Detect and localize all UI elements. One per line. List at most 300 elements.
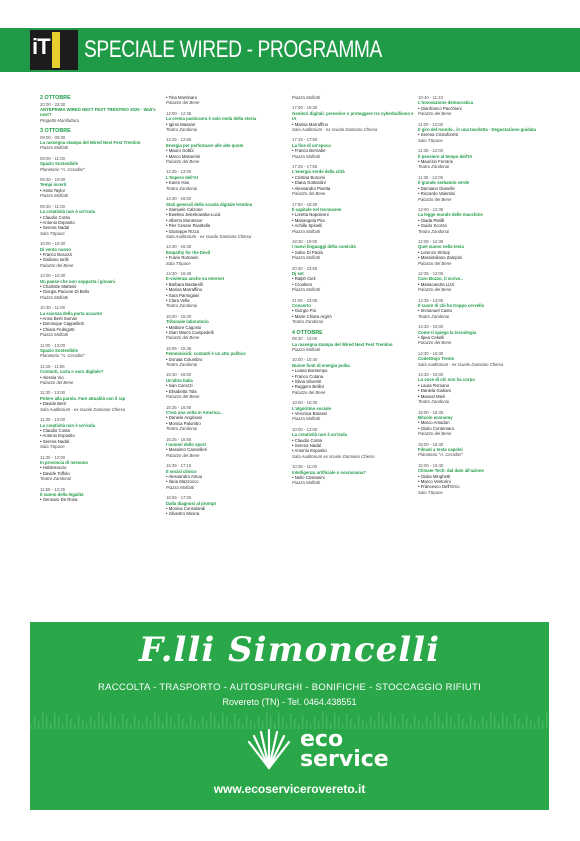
event-place: Palazzo del Bene <box>292 389 326 395</box>
event-speaker: • Karen Hao <box>166 180 190 186</box>
speaker-name: Samuele Calzone <box>168 206 203 212</box>
speaker-name: Giorgia Pacione Di Bello <box>42 289 90 295</box>
speaker-name: Diana Gottardini <box>294 180 326 186</box>
event-title: Spazio Sostenibile <box>40 348 78 354</box>
event-title: Il pensiero al tempo dell'IA <box>418 153 473 159</box>
speaker-name: Holdenaccio <box>42 465 67 471</box>
event-time: 09:00 - 11:00 <box>40 155 66 161</box>
event-speaker: • Laura Romano <box>418 382 450 388</box>
speaker-name: Mauro Gobbi <box>168 148 194 154</box>
event-place: Palazzo del Bene <box>40 380 74 386</box>
speaker-name: Claudio Conta <box>42 214 70 220</box>
event-place: Piazza Malfatti <box>40 193 68 199</box>
event-speaker: • Astra Taylor <box>40 187 66 193</box>
event-speaker: • Antonio Esposito <box>40 219 75 225</box>
event-speaker: • Mariacandra Lizzi <box>418 281 455 287</box>
event-speaker: • Manuel Mieli <box>418 393 445 399</box>
speaker-name: Antonio Esposito <box>294 448 327 454</box>
event-time: 14:30 - 16:30 <box>418 350 444 356</box>
event-speaker: • Giorgio Poi <box>292 308 316 314</box>
event-place: Teatro Zandonai <box>166 426 198 432</box>
event-time: 15:00 - 15:30 <box>418 441 444 447</box>
speaker-name: Massimiliano Zampini <box>420 255 463 261</box>
event-time: 11:30 - 12:00 <box>418 148 444 154</box>
event-time: 12:35 - 13:05 <box>418 297 444 303</box>
program-event <box>418 324 540 346</box>
speaker-name: Daniela Giuliani <box>420 388 451 394</box>
program-event <box>166 314 288 341</box>
event-place: Palazzo del Bene <box>166 159 200 165</box>
speaker-name: Donata Columbro <box>168 356 203 362</box>
event-place: Palazzo del Bene <box>166 100 200 106</box>
program-event <box>418 95 540 117</box>
event-title: L'Impero dell'AI <box>166 174 198 180</box>
event-time: 12:25 - 12:55 <box>166 137 192 143</box>
event-title: Contanti, carta o euro digitale? <box>40 369 104 375</box>
event-place: Piazza Malfatti <box>292 346 320 352</box>
speaker-name: Riccardo Valentini <box>420 191 456 197</box>
event-place: Planetario "A. Ceradini" <box>418 452 463 458</box>
event-speaker: • Iginio Massari <box>166 121 196 127</box>
event-speaker: • Monica Palumbo <box>166 420 201 426</box>
event-time: 11:55 - 12:25 <box>40 486 66 492</box>
program-event <box>40 102 162 124</box>
event-title: L'energia verde della città <box>292 169 345 175</box>
speaker-name: Giulio Contemaro <box>420 425 455 431</box>
speaker-name: Claudio Conta <box>42 427 70 433</box>
event-speaker: • Loretta Napoleoni <box>292 212 329 218</box>
event-speaker: • Sara Parmigiani <box>166 292 200 298</box>
program-event <box>292 298 414 325</box>
speaker-name: Laura Romano <box>420 382 450 388</box>
speaker-name: Daniele Angrisani <box>168 415 203 421</box>
event-time: 12:00 - 12:35 <box>418 206 444 212</box>
speaker-name: Giuseppe Rizza <box>168 228 200 234</box>
event-speaker: • Alberto Montresor <box>166 217 203 223</box>
event-time: 15:00 - 15:30 <box>166 313 192 319</box>
program-event <box>40 305 162 337</box>
event-speaker: • Chiara Fedrigotti <box>40 326 75 332</box>
speaker-name: Maurizio Ferraris <box>420 159 453 165</box>
program-event <box>418 410 540 437</box>
event-title: Tempi incerti <box>40 182 67 188</box>
speaker-name: Charlotte Matteini <box>42 283 77 289</box>
program-event <box>292 400 414 422</box>
program-event <box>40 417 162 449</box>
event-speaker: • Silvia Silvestri <box>292 378 322 384</box>
speaker-name: Marco Venturini <box>420 478 451 484</box>
event-place: Planetario "A. Ceradini" <box>40 353 85 359</box>
event-title: La crema pasticcera è solo metà della storia <box>166 116 257 122</box>
program-event <box>418 271 540 293</box>
speaker-name: Antonio Esposito <box>42 433 75 439</box>
program-event <box>40 204 162 236</box>
event-title: La rassegna stampa del Wired Next Fest Trentino <box>292 341 393 347</box>
event-place: Teatro Zandonai <box>166 127 198 133</box>
program-event <box>292 95 414 100</box>
event-title: Il social clinico <box>166 468 197 474</box>
event-speaker: • Silvestro Micera <box>166 511 200 517</box>
program-event <box>166 244 288 266</box>
event-speaker: • Giorgia Pacione Di Bello <box>40 289 90 295</box>
speaker-name: Achille Spinelli <box>294 223 323 229</box>
event-time: 17:00 - 18:30 <box>292 105 318 111</box>
event-place: Piazza Malfatti <box>166 484 194 490</box>
program-event <box>418 351 540 367</box>
event-title: Potere alla parola. Fare attualità con il rap <box>40 395 126 401</box>
event-speaker: • Giuseppe Rizza <box>166 228 200 234</box>
speaker-name: Salvo Di Paola <box>294 249 323 255</box>
event-speaker: • Antonio Esposito <box>40 433 75 439</box>
speaker-name: Monica Consolandi <box>168 506 206 511</box>
event-time: 11:30 - 13:00 <box>40 390 66 396</box>
event-time: 15:35 - 16:05 <box>166 404 192 410</box>
speaker-name: Elisabetta Tola <box>168 388 197 394</box>
day-heading: 4 OTTOBRE <box>292 329 323 336</box>
program-event <box>292 464 414 486</box>
speaker-name: Massimo Cancellieri <box>168 447 208 453</box>
event-time: 11:30 - 13:00 <box>40 417 66 423</box>
event-title: La creatività non è un'isola <box>40 422 95 428</box>
speaker-name: Clara Vella <box>168 298 190 303</box>
speaker-name: Cristina Bonomi <box>294 174 326 180</box>
program-event <box>166 95 288 106</box>
event-place: Piazza Malfatti <box>40 145 68 151</box>
program-event <box>292 202 414 234</box>
event-time: 11:30 - 12:00 <box>40 454 66 460</box>
event-speaker: • Dominque Cappelletti <box>40 321 84 327</box>
event-title: Il grande serbatoio verde <box>418 180 470 186</box>
speaker-name: Fulvio Romanin <box>168 255 199 261</box>
event-place: Sala TSpace <box>40 444 65 450</box>
speaker-name: Loretta Napoleoni <box>294 212 329 218</box>
program-event <box>166 169 288 191</box>
speaker-name: Veronica Barassi <box>294 411 327 416</box>
event-speaker: • Luana Bontempo <box>292 368 328 374</box>
event-speaker: • Ilaria Mazzocco <box>166 479 199 485</box>
event-title: Bitcoin economy <box>418 414 453 420</box>
event-speaker: • Giada Pistilli <box>418 217 445 223</box>
program-column-2 <box>166 95 288 522</box>
speaker-name: Ilaria Mazzocco <box>168 479 199 485</box>
program-event <box>40 273 162 300</box>
ad-company-logo: F.lli Simoncelli <box>138 630 441 670</box>
event-speaker: • Ilpea Cekelli <box>418 335 445 341</box>
speaker-name: Claudio Conta <box>294 437 322 443</box>
event-speaker: • Claudio Conta <box>40 214 70 220</box>
event-speaker: • Serena Cristoforetti <box>418 132 458 138</box>
day-heading: 3 OTTOBRE <box>40 128 71 135</box>
event-speaker: • Marie Chiara Argirò <box>292 313 332 319</box>
program-column-4 <box>418 95 540 500</box>
event-place: Teatro Zandonai <box>166 303 198 309</box>
event-title: La creatività non è un'isola <box>292 432 347 438</box>
event-time: 10:30 - 11:00 <box>40 305 66 311</box>
speaker-name: Davide Berri <box>42 401 67 407</box>
speaker-name: Marie Chiara Argirò <box>294 313 332 319</box>
program-event <box>40 390 162 412</box>
event-title: Quel suono nella testa <box>418 244 464 250</box>
event-title: Il suono della legalità <box>40 491 84 497</box>
event-time: 16:25 - 16:55 <box>166 436 192 442</box>
event-place: Teatro Zandonai <box>418 228 450 234</box>
event-speaker: • Gianfranco Pacchioni <box>418 105 462 111</box>
event-speaker: • Daniela Giuliani <box>418 388 451 394</box>
event-title: Un paese che non sopporta i giovani <box>40 278 115 284</box>
event-speaker: • Monica Consolandi <box>166 506 206 511</box>
event-speaker: • Elisabetta Tola <box>166 388 197 394</box>
speaker-name: Gennaro De Rosa <box>42 497 78 503</box>
ad-decorative-lines <box>30 709 549 729</box>
speaker-name: Giorgio Poi <box>294 308 316 314</box>
event-time: 10:00 - 12:00 <box>292 426 318 432</box>
event-title: Come ti spiego la tecnologia <box>418 329 477 335</box>
speaker-name: Mariacandra Lizzi <box>420 281 455 287</box>
program-event <box>418 148 540 170</box>
event-title: In provincia di nessuno <box>40 459 88 465</box>
event-time: 14:30 - 15:00 <box>418 372 444 378</box>
event-title: Caro Buzzo, ti scrivo.. <box>418 276 463 282</box>
event-speaker: • Serena Nadal <box>40 438 69 444</box>
speaker-name: Serena Nadal <box>42 438 69 444</box>
event-title: Femminicidi: costanti è un atto politico <box>166 351 246 357</box>
event-time: 16:55 - 17:25 <box>166 495 192 501</box>
program-event <box>292 336 414 352</box>
event-title: Empathy for the Devil <box>166 249 211 255</box>
program-event <box>166 111 288 133</box>
event-time: 17:50 - 18:30 <box>292 201 318 207</box>
event-title: Di vento nuovo <box>40 246 72 252</box>
event-speaker: • Claudio Conta <box>40 427 70 433</box>
event-speaker: • Giulia Minghetti <box>418 473 451 479</box>
event-time: 10:40 - 11:10 <box>418 95 444 100</box>
speaker-name: Gianfranco Pacchioni <box>420 105 462 111</box>
event-time: 09:00 - 09:30 <box>40 134 66 140</box>
program-event <box>418 207 540 234</box>
event-title: La scienza della porta accanto <box>40 310 103 316</box>
event-speaker: • Francesco Dell'Orco <box>418 484 460 490</box>
event-title: La legge morale delle macchine <box>418 212 483 218</box>
event-speaker: • Massimiliano Zampini <box>418 255 463 261</box>
speaker-name: Dominque Cappelletti <box>42 321 84 327</box>
event-place: Planetario "A. Ceradini" <box>40 166 85 172</box>
event-speaker: • Salvo Di Paola <box>292 249 323 255</box>
event-time: 14:30 - 15:00 <box>418 324 444 330</box>
event-place: Teatro Zandonai <box>166 185 198 191</box>
brand-line-2: service <box>300 747 389 772</box>
event-time: 11:00 - 13:00 <box>40 342 66 348</box>
event-time: 10:00 - 10:40 <box>292 357 318 363</box>
speaker-name: Davide Toffolo <box>42 470 70 476</box>
event-place: Palazzo del Bene <box>418 287 452 293</box>
speaker-name: Alessandro Pisetta <box>294 185 331 191</box>
program-event <box>292 239 414 261</box>
event-speaker: • Guido Scorza <box>418 223 447 229</box>
speaker-name: Pier Cesare Rivoltella <box>168 223 211 229</box>
event-place: Palazzo del Bene <box>418 340 452 346</box>
speaker-name: Monica Palumbo <box>168 420 201 426</box>
program-event <box>292 105 414 132</box>
event-speaker: • Damiano Gianelle <box>418 185 455 191</box>
speaker-name: Giada Pistilli <box>420 217 445 223</box>
event-speaker: • Alessia Vio <box>40 374 64 380</box>
event-place: Sala TSpace <box>40 230 65 236</box>
event-time: 21:05 - 23:05 <box>292 297 318 303</box>
event-title: Climate Tech: dal dato all'azione <box>418 468 484 474</box>
event-speaker: • Giulio Contemaro <box>418 425 455 431</box>
speaker-name: Anna Berti Suman <box>42 316 78 321</box>
speaker-name: Astra Taylor <box>42 187 66 193</box>
speaker-name: Gian Marco Campedelli <box>168 330 214 336</box>
advertisement <box>30 622 549 810</box>
program-event <box>40 241 162 268</box>
brand-line-1: eco <box>300 727 344 752</box>
event-place: Sala Auditorium - ex scuole Damiano Chiesa <box>40 406 126 412</box>
program-event <box>40 177 162 199</box>
program-event <box>166 137 288 164</box>
event-time: 14:30 - 16:00 <box>166 196 192 202</box>
event-time: 14:30 - 15:45 <box>166 270 192 276</box>
event-speaker: • Serena Nadal <box>292 443 321 449</box>
speaker-name: Mattiore Cagossi <box>168 324 201 330</box>
event-time: 09:30 - 11:00 <box>40 203 66 209</box>
event-speaker: • Immanuel Casto <box>418 308 452 314</box>
speaker-name: Tina Montinaro <box>168 95 198 100</box>
event-place: Piazza Malfatti <box>292 228 320 234</box>
event-time: 10:30 - 11:00 <box>292 464 318 470</box>
speaker-name: Iginio Massari <box>168 121 196 127</box>
day-heading: 2 OTTOBRE <box>40 95 71 101</box>
it-logo <box>30 30 78 70</box>
event-speaker: • Alessandro Pisetta <box>292 185 331 191</box>
event-title: Il cuore di chi ha troppo cervello <box>418 303 485 308</box>
event-time: 12:05 - 12:35 <box>418 238 444 244</box>
event-title: L'innovazione democratica <box>418 100 473 106</box>
event-time: 09:30 - 10:00 <box>40 177 66 183</box>
event-title: Concerto <box>292 303 311 308</box>
event-place: Sala Auditorium - ex scuole Damiano Chiesa <box>418 361 504 367</box>
event-place: Piazza Malfatti <box>40 332 68 338</box>
speaker-name: Ralph Cieli <box>294 276 316 282</box>
speaker-name: Marco Amadori <box>420 420 450 426</box>
event-time: 12:00 - 12:35 <box>166 110 192 116</box>
event-place: Progetto Manifattura <box>40 117 79 123</box>
event-time: 15:05 - 15:35 <box>166 345 192 351</box>
event-speaker: • Holdenaccio <box>40 465 67 471</box>
program-event <box>166 495 288 517</box>
ad-address: Rovereto (TN) - Tel. 0464.438551 <box>222 697 357 707</box>
program-event <box>40 135 162 151</box>
event-title: Stati generali della scuola digitale trentina <box>166 201 252 207</box>
event-place: Sala Auditorium - ex scuole Damiano Chiesa <box>166 233 252 239</box>
event-speaker: • Mattiore Cagossi <box>166 324 201 330</box>
event-speaker: • Marco Amadori <box>418 420 450 426</box>
event-title: I nuovi linguaggi della comicità <box>292 244 356 250</box>
event-title: Tribunale laboratorio <box>166 319 209 325</box>
event-speaker: • Riccardo Valentini <box>418 191 456 197</box>
event-time: 12:35 - 12:05 <box>418 270 444 276</box>
speaker-name: Chiara Fedrigotti <box>42 326 75 332</box>
speaker-name: Antonio Esposito <box>42 219 75 225</box>
event-place: Teatro Zandonai <box>292 319 324 325</box>
event-time: 15:00 - 15:35 <box>418 409 444 415</box>
speaker-name: Serena Nadal <box>42 225 69 231</box>
event-speaker: • Maurizio Ferraris <box>418 159 453 165</box>
program-event <box>166 437 288 459</box>
event-place: Palazzo del Bene <box>292 191 326 197</box>
speaker-name: Alessia Vio <box>42 374 64 380</box>
event-time: 17:25 - 17:55 <box>292 164 318 170</box>
program-event <box>40 455 162 482</box>
event-title: Dalla diagnosi al prompt <box>166 500 216 506</box>
event-speaker: • Anna Berti Suman <box>40 316 78 321</box>
event-speaker: • Davide Berri <box>40 401 67 407</box>
speaker-name: Franco Bernabè <box>294 148 326 154</box>
event-title: La fine di un'epoca <box>292 142 331 148</box>
speaker-name: Silvia Silvestri <box>294 378 322 384</box>
speaker-name: Serena Cristoforetti <box>420 132 458 138</box>
event-speaker: • Ralph Cieli <box>292 276 316 282</box>
event-title: Intelligenza artificiale o sovrumana? <box>292 469 367 475</box>
event-time: 17:15 - 17:50 <box>292 137 318 143</box>
event-speaker: • Franco Cotana <box>292 373 324 379</box>
program-event <box>292 137 414 159</box>
logo-accent <box>52 32 60 68</box>
event-time: 10:00 - 10:30 <box>292 400 318 406</box>
event-title: Dj set <box>292 270 304 276</box>
event-place: Palazzo del Bene <box>166 394 200 400</box>
event-place: Teatro Zandonai <box>40 476 72 482</box>
speaker-name: Sara Parmigiani <box>168 292 200 298</box>
event-speaker: • Charlotte Matteini <box>40 283 77 289</box>
event-speaker: • Claudio Conta <box>292 437 322 443</box>
event-speaker: • Donata Columbro <box>166 356 203 362</box>
speaker-name: Franco Cotana <box>294 373 324 379</box>
program-event <box>418 463 540 495</box>
event-title: Genitori digitali: prevenire o proteggere tra cyberbullismo e IA <box>292 110 414 122</box>
event-title: L'algoritmo sociale <box>292 405 331 411</box>
event-speaker: • Ewelina Jelenkowska-Lucà <box>166 212 221 218</box>
event-speaker: • Davide Toffolo <box>40 470 70 476</box>
event-place: Piazza Malfatti <box>40 294 68 300</box>
event-speaker: • Achille Spinelli <box>292 223 323 229</box>
event-title: Energia per performare alle alte quote <box>166 142 244 148</box>
event-place: Palazzo del Bene <box>418 431 452 437</box>
event-place: Piazza Malfatti <box>292 480 320 486</box>
event-speaker: • Alessandro Amou <box>166 473 203 479</box>
speaker-name: Alessandro Amou <box>168 473 203 479</box>
event-speaker: • Tina Montinaro <box>166 95 198 100</box>
event-speaker: • Serena Nadal <box>40 225 69 231</box>
event-speaker: • Cristina Bonomi <box>292 174 326 180</box>
speaker-name: Damiano Gianelle <box>420 185 455 191</box>
event-place: Sala TSpace <box>418 137 443 143</box>
speaker-name: Lorenzo Strinqi <box>420 249 450 255</box>
program-event <box>166 196 288 239</box>
event-place: Palazzo del Bene <box>166 335 200 341</box>
event-place: Palazzo del Bene <box>418 260 452 266</box>
event-speaker: • Franco Bernabè <box>292 148 326 154</box>
event-speaker: • Veronica Barassi <box>292 411 327 416</box>
program-column-1 <box>40 95 162 508</box>
event-place: Sala TSpace <box>418 489 443 495</box>
event-title: ANTEPRIMA WIRED NEXT FEST TRENTINO 2025 - Wait's next? <box>40 106 156 118</box>
event-title: Il giro del mondo.. in una tavoletta - Degustazione guidata <box>418 127 536 133</box>
event-place: Piazza Malfatti <box>292 95 320 100</box>
program-event <box>166 372 288 399</box>
ad-services: RACCOLTA - TRASPORTO - AUTOSPURGHI - BONIFICHE - STOCCAGGIO RIFIUTI <box>97 682 482 693</box>
ad-website[interactable]: www.ecoservicerovereto.it <box>213 782 366 796</box>
